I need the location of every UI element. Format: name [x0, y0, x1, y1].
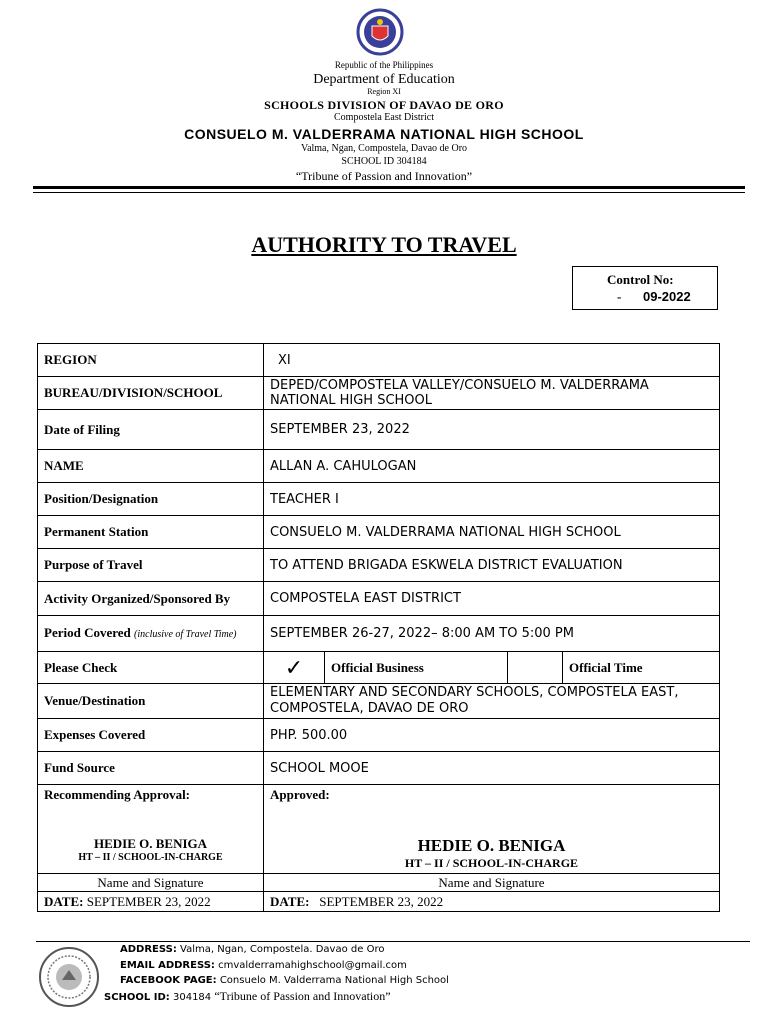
rec-name-signature: Name and Signature — [38, 874, 264, 892]
school-address: Valma, Ngan, Compostela, Davao de Oro — [300, 143, 468, 154]
official-time-label: Official Time — [563, 652, 720, 684]
footer-address — [120, 944, 384, 955]
row-label: Permanent Station — [38, 516, 264, 549]
row-value: PHP. 500.00 — [264, 719, 720, 752]
approved-cell — [264, 785, 720, 874]
row-value: ELEMENTARY AND SECONDARY SCHOOLS, COMPOSTELA EAST, COMPOSTELA, DAVAO DE ORO — [264, 684, 720, 719]
form-row — [38, 719, 720, 752]
footer-fb-value[interactable]: Consuelo M. Valderrama National High School — [219, 975, 449, 986]
row-value: XI — [264, 344, 720, 377]
check-row — [38, 652, 720, 684]
app-date-value: SEPTEMBER 23, 2022 — [319, 893, 444, 909]
header-rule-thin — [33, 192, 745, 193]
footer-rule — [36, 941, 750, 942]
footer-motto: “Tribune of Passion and Innovation” — [214, 989, 391, 1003]
control-dash: - — [617, 289, 622, 304]
row-label: Venue/Destination — [38, 684, 264, 719]
school-name: CONSUELO M. VALDERRAMA NATIONAL HIGH SCHOOL — [184, 126, 584, 142]
row-label: NAME — [38, 450, 264, 483]
form-row — [38, 549, 720, 582]
footer-email-label: EMAIL ADDRESS: — [120, 960, 215, 971]
row-value: ALLAN A. CAHULOGAN — [264, 450, 720, 483]
form-row — [38, 410, 720, 450]
approval-row — [38, 785, 720, 874]
document-title: AUTHORITY TO TRAVEL — [251, 232, 517, 257]
header-rule-thick — [33, 186, 745, 189]
row-value: TEACHER I — [264, 483, 720, 516]
row-value: SEPTEMBER 23, 2022 — [264, 410, 720, 450]
recommending-title: HT – II / SCHOOL-IN-CHARGE — [78, 852, 223, 863]
rec-date-label: DATE: — [44, 893, 84, 909]
row-label: Fund Source — [38, 752, 264, 785]
footer-fb-label: FACEBOOK PAGE: — [120, 975, 217, 986]
date-row — [38, 892, 720, 912]
name-signature-row — [38, 874, 720, 892]
row-value: CONSUELO M. VALDERRAMA NATIONAL HIGH SCHOOL — [264, 516, 720, 549]
row-label: Expenses Covered — [38, 719, 264, 752]
app-date-cell — [264, 892, 720, 912]
school-seal-icon — [38, 946, 100, 1008]
form-row — [38, 344, 720, 377]
division-text: SCHOOLS DIVISION OF DAVAO DE ORO — [264, 98, 504, 112]
row-label: REGION — [38, 344, 264, 377]
control-number-box — [572, 266, 718, 310]
row-label: Date of Filing — [38, 410, 264, 450]
official-time-checkbox[interactable] — [508, 652, 563, 684]
recommending-label: Recommending Approval: — [44, 787, 191, 802]
form-row — [38, 483, 720, 516]
rec-date-value: SEPTEMBER 23, 2022 — [86, 893, 211, 909]
app-name-signature: Name and Signature — [264, 874, 720, 892]
form-row — [38, 582, 720, 616]
republic-text: Republic of the Philippines — [334, 60, 434, 70]
form-row — [38, 450, 720, 483]
district-text: Compostela East District — [334, 112, 434, 123]
form-row — [38, 616, 720, 652]
region-text: Region XI — [367, 87, 401, 96]
official-business-checkbox[interactable]: ✓ — [264, 652, 325, 684]
row-value: SCHOOL MOOE — [264, 752, 720, 785]
recommending-cell — [38, 785, 264, 874]
travel-form-table — [37, 343, 720, 912]
control-value: 09-2022 — [643, 289, 691, 304]
recommending-name: HEDIE O. BENIGA — [93, 836, 208, 851]
approved-title: HT – II / SCHOOL-IN-CHARGE — [404, 856, 579, 870]
form-row — [38, 752, 720, 785]
row-label: Position/Designation — [38, 483, 264, 516]
school-id: SCHOOL ID 304184 — [341, 156, 427, 167]
app-date-label: DATE: — [270, 893, 310, 909]
footer-address-label: ADDRESS: — [120, 944, 177, 955]
row-label-period — [38, 616, 264, 652]
footer-school-id — [104, 989, 391, 1004]
row-value: DEPED/COMPOSTELA VALLEY/CONSUELO M. VALDERRAMA NATIONAL HIGH SCHOOL — [264, 377, 720, 410]
approved-name: HEDIE O. BENIGA — [417, 836, 566, 855]
period-label: Period Covered — [44, 625, 131, 640]
approved-label: Approved: — [270, 787, 330, 802]
row-value: COMPOSTELA EAST DISTRICT — [264, 582, 720, 616]
form-row — [38, 516, 720, 549]
form-row — [38, 684, 720, 719]
control-label: Control No: — [607, 272, 674, 287]
department-text: Department of Education — [313, 72, 455, 87]
footer-facebook — [120, 975, 449, 986]
footer-id-label: SCHOOL ID: — [104, 992, 170, 1003]
form-row — [38, 377, 720, 410]
footer-email-value[interactable]: cmvalderramahighschool@gmail.com — [218, 960, 407, 971]
check-label: Please Check — [38, 652, 264, 684]
school-motto: “Tribune of Passion and Innovation” — [295, 169, 473, 183]
period-note: (inclusive of Travel Time) — [134, 629, 237, 640]
rec-date-cell — [38, 892, 264, 912]
deped-seal-icon — [354, 8, 406, 56]
row-label: BUREAU/DIVISION/SCHOOL — [38, 377, 264, 410]
row-value: SEPTEMBER 26-27, 2022– 8:00 AM TO 5:00 PM — [264, 616, 720, 652]
official-business-label: Official Business — [325, 652, 508, 684]
row-value: TO ATTEND BRIGADA ESKWELA DISTRICT EVALUATION — [264, 549, 720, 582]
footer-address-value: Valma, Ngan, Compostela. Davao de Oro — [180, 944, 385, 955]
footer-id-value: 304184 — [172, 992, 212, 1003]
footer-email — [120, 960, 407, 971]
row-label: Activity Organized/Sponsored By — [38, 582, 264, 616]
row-label: Purpose of Travel — [38, 549, 264, 582]
